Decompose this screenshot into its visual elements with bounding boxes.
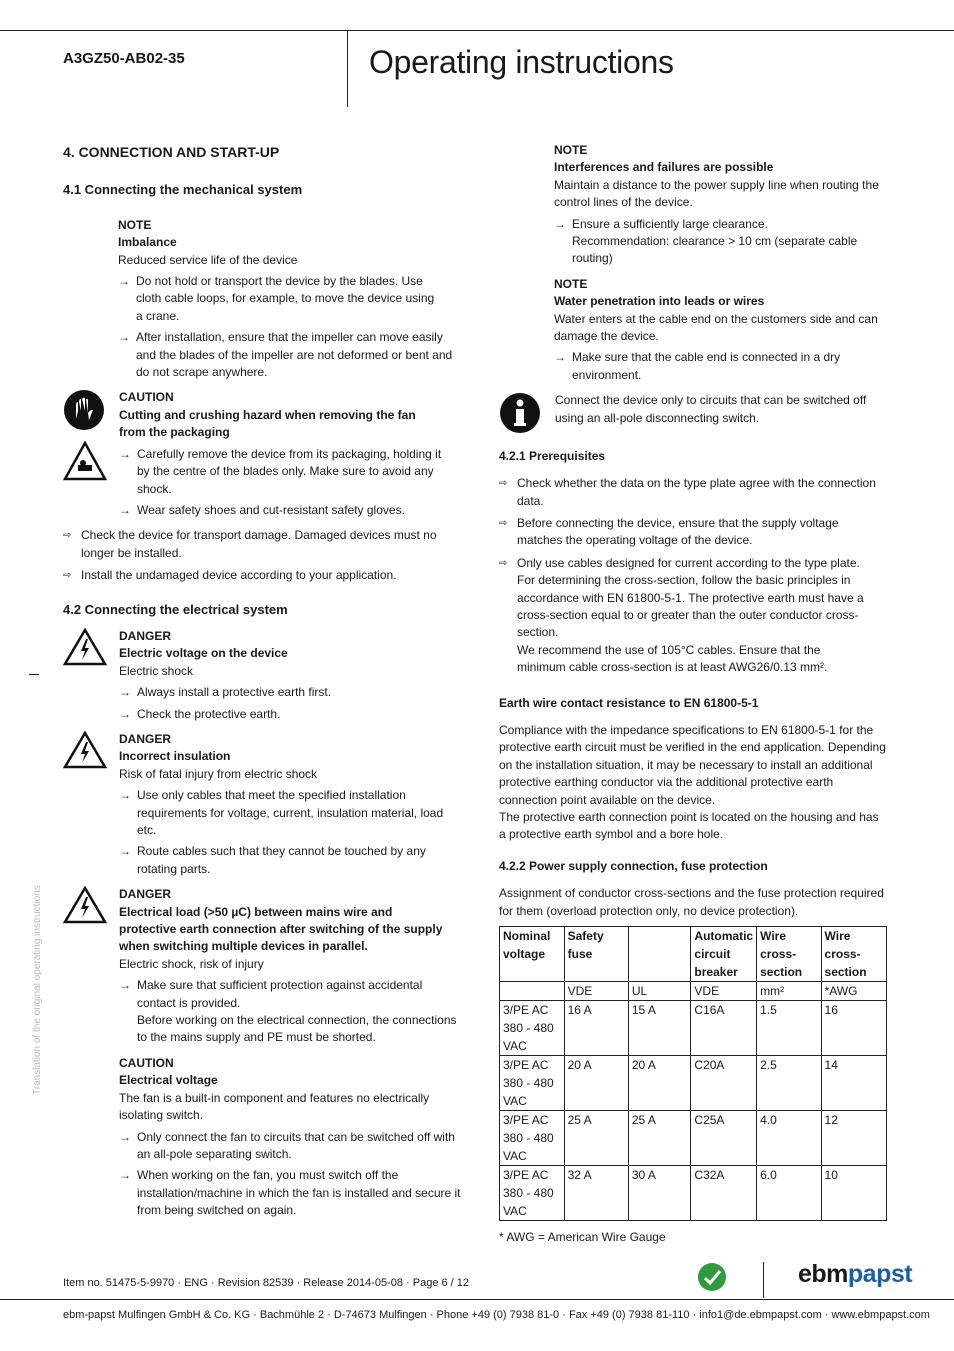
danger-body — [119, 628, 331, 723]
list-item-text — [517, 555, 867, 677]
note-label: NOTE — [554, 276, 588, 291]
table-row — [500, 1056, 887, 1111]
danger-text: Electric shock, risk of injury — [119, 956, 264, 971]
note-text: Water enters at the cable end on the customers side and can damage the device. — [554, 311, 878, 344]
top-rule — [0, 30, 954, 31]
table-units-row — [500, 982, 887, 1001]
danger-insulation — [63, 731, 463, 878]
instruction-text: Do not hold or transport the device by the blades. Use cloth cable loops, for example, to move the device using a crane. — [136, 274, 435, 323]
danger-body — [119, 731, 463, 878]
subsection-heading: 4.2 Connecting the electrical system — [63, 601, 288, 617]
table-row — [500, 1001, 887, 1056]
danger-title: Electrical load (>50 µC) between mains wire and protective earth connection after switching of the supply when switching multiple devices in parallel. — [119, 904, 443, 954]
arrow-icon: → — [119, 1129, 131, 1144]
instruction — [554, 216, 889, 268]
instruction — [119, 1129, 463, 1164]
table-cell: 30 A — [628, 1166, 691, 1221]
subsection-heading: 4.2.1 Prerequisites — [499, 448, 606, 463]
danger-electrical-load — [63, 886, 463, 1219]
instruction — [119, 502, 463, 519]
table-cell: 3/PE AC 380 - 480 VAC — [500, 1001, 565, 1056]
high-voltage-icon — [63, 628, 107, 666]
note-title: Interferences and failures are possible — [554, 160, 774, 175]
table-cell: 16 A — [564, 1001, 628, 1056]
table-cell: 3/PE AC 380 - 480 VAC — [500, 1056, 565, 1111]
instruction-text: After installation, ensure that the impeller can move easily and the blades of the impeller are not deformed or bent and do not scrape anywhere. — [136, 330, 453, 380]
ebmpapst-logo — [798, 1260, 912, 1289]
table-cell — [500, 982, 565, 1001]
list-item — [499, 555, 889, 677]
instruction-line: Recommendation: clearance > 10 cm (separate cable routing) — [572, 234, 858, 266]
table-cell: 10 — [821, 1166, 886, 1221]
arrow-icon: → — [119, 788, 131, 803]
table-header-cell: Nominal voltage — [500, 927, 565, 982]
table-cell: C16A — [691, 1001, 757, 1056]
gloves-icon — [63, 389, 105, 431]
table-header-cell: Safety fuse — [564, 927, 628, 982]
table-row — [500, 1166, 887, 1221]
table-cell: 16 — [821, 1001, 886, 1056]
arrow-icon: → — [118, 330, 130, 345]
arrow-icon: → — [119, 978, 131, 993]
list-line: For determining the cross-section, follow the basic principles in accordance with EN 61800-5-1. The protective earth must have a cross-section equal to or greater than the outer conductor cross-section. — [517, 573, 864, 640]
table-cell: 6.0 — [757, 1166, 821, 1221]
instruction-text: Only connect the fan to circuits that can be switched off with an all-pole separating switch. — [137, 1129, 455, 1161]
instruction-text: Wear safety shoes and cut-resistant safety gloves. — [137, 502, 405, 517]
caution-label: CAUTION — [119, 1055, 174, 1070]
list-item — [63, 567, 463, 584]
note-title: Water penetration into leads or wires — [554, 294, 765, 309]
danger-label: DANGER — [119, 731, 172, 746]
fuse-table — [499, 926, 887, 1221]
arrow-icon: → — [119, 502, 131, 517]
arrow-icon: → — [119, 685, 131, 700]
icon-cell — [63, 886, 119, 1219]
table-cell: 25 A — [564, 1111, 628, 1166]
table-cell: 3/PE AC 380 - 480 VAC — [500, 1166, 565, 1221]
green-tech-badge-icon — [697, 1262, 727, 1292]
list-item-text: Install the undamaged device according to your application. — [81, 568, 397, 583]
instruction — [119, 684, 331, 701]
arrow-icon: → — [119, 844, 131, 859]
arrow-icon: → — [119, 446, 131, 461]
item-info: Item no. 51475-5-9970 · ENG · Revision 82539 · Release 2014-05-08 · Page 6 / 12 — [63, 1277, 470, 1289]
list-line: We recommend the use of 105°C cables. Ensure that the minimum cable cross-section is at least AWG26/0.13 mm². — [517, 642, 828, 675]
info-box — [499, 392, 889, 439]
high-voltage-icon — [63, 731, 107, 769]
table-cell: 15 A — [628, 1001, 691, 1056]
arrow-bullet-icon: ⇨ — [499, 478, 508, 490]
side-note: Translation of the original operating instructions — [32, 885, 43, 1095]
instruction — [118, 329, 463, 381]
warning-icons — [63, 389, 119, 519]
fuse-text: Assignment of conductor cross-sections and the fuse protection required for them (overload protection only, no device protection). — [499, 886, 884, 918]
instruction-text: Always install a protective earth first. — [137, 685, 332, 700]
page-title: Operating instructions — [369, 44, 674, 80]
caution-title: Cutting and crushing hazard when removing the fan from the packaging — [119, 407, 416, 440]
arrow-bullet-icon: ⇨ — [499, 517, 508, 529]
table-cell: 3/PE AC 380 - 480 VAC — [500, 1111, 565, 1166]
table-cell: 1.5 — [757, 1001, 821, 1056]
arrow-bullet-icon: ⇨ — [63, 570, 72, 582]
table-cell: C20A — [691, 1056, 757, 1111]
caution-body — [119, 389, 463, 519]
instruction — [554, 349, 889, 384]
note-text: Reduced service life of the device — [118, 252, 298, 267]
list-item — [63, 527, 463, 562]
header-divider — [347, 30, 348, 107]
table-cell: 32 A — [564, 1166, 628, 1221]
caution-text: The fan is a built-in component and features no electrically isolating switch. — [119, 1090, 430, 1123]
list-line: Only use cables designed for current according to the type plate. — [517, 555, 860, 570]
table-header-cell: Wire cross-section — [757, 927, 821, 982]
table-cell: 20 A — [628, 1056, 691, 1111]
table-cell: VDE — [564, 982, 628, 1001]
danger-title: Electric voltage on the device — [119, 646, 288, 661]
awg-footnote: * AWG = American Wire Gauge — [499, 1230, 666, 1245]
table-cell: C32A — [691, 1166, 757, 1221]
note-interference — [554, 142, 889, 268]
high-voltage-icon — [63, 886, 107, 924]
model-number: A3GZ50-AB02-35 — [63, 50, 185, 67]
instruction-text: Make sure that the cable end is connected in a dry environment. — [572, 350, 841, 382]
instruction-text: Use only cables that meet the specified installation requirements for voltage, current, insulation material, load etc. — [137, 788, 444, 837]
left-column — [63, 144, 463, 1228]
instruction — [119, 977, 463, 1047]
earth-text: Compliance with the impedance specifications to EN 61800-5-1 for the protective earth circuit must be verified in the end application. Depending on the installation situation, it may be necessary to install an additional protective earthing conductor via the additional protective earth connection point available on the device. — [499, 722, 886, 807]
icon-cell — [63, 628, 119, 723]
danger-title: Incorrect insulation — [119, 749, 231, 764]
table-cell: 14 — [821, 1056, 886, 1111]
instruction — [119, 1167, 463, 1219]
margin-mark — [29, 674, 39, 675]
instruction-text — [572, 216, 872, 268]
earth-text-2: The protective earth connection point is located on the housing and has a protective earth symbol and a bore hole. — [499, 810, 879, 842]
icon-cell — [63, 731, 119, 878]
list-item — [499, 515, 889, 550]
danger-body — [119, 886, 463, 1219]
table-cell: *AWG — [821, 982, 886, 1001]
subsection-heading: 4.2.2 Power supply connection, fuse protection — [499, 858, 768, 873]
instruction-text: Route cables such that they cannot be touched by any rotating parts. — [137, 844, 426, 876]
instruction-text: When working on the fan, you must switch off the installation/machine in which the fan is installed and secure it from being switched on again. — [137, 1168, 461, 1218]
table-cell: 2.5 — [757, 1056, 821, 1111]
table-cell: UL — [628, 982, 691, 1001]
arrow-icon: → — [118, 274, 130, 289]
right-column — [499, 142, 889, 1246]
arrow-icon: → — [554, 216, 566, 231]
note-text: Maintain a distance to the power supply line when routing the control lines of the device. — [554, 177, 879, 210]
instruction — [118, 273, 463, 325]
logo-part: papst — [847, 1260, 913, 1288]
danger-label: DANGER — [119, 887, 172, 902]
subsection-heading: 4.1 Connecting the mechanical system — [63, 182, 303, 198]
instruction-line: Before working on the electrical connection, the connections to the mains supply and PE must be shorted. — [137, 1013, 457, 1045]
crush-hazard-icon — [63, 441, 107, 481]
table-header-cell — [628, 927, 691, 982]
list-item-text: Before connecting the device, ensure that the supply voltage matches the operating voltage of the device. — [517, 515, 839, 548]
arrow-bullet-icon: ⇨ — [63, 530, 72, 542]
instruction-text: Carefully remove the device from its packaging, holding it by the centre of the blades only. Make sure to avoid any shock. — [137, 446, 442, 496]
table-header-cell: Automatic circuit breaker — [691, 927, 757, 982]
danger-text: Risk of fatal injury from electric shock — [119, 766, 318, 781]
table-cell: 25 A — [628, 1111, 691, 1166]
footer-rule — [0, 1299, 954, 1300]
danger-label: DANGER — [119, 628, 172, 643]
danger-voltage — [63, 628, 463, 723]
note-label: NOTE — [118, 217, 152, 232]
arrow-bullet-icon: ⇨ — [499, 557, 508, 569]
instruction-text — [137, 977, 463, 1047]
caution-packaging — [63, 389, 463, 519]
note-water — [554, 276, 889, 384]
arrow-icon: → — [119, 1168, 131, 1183]
section-heading: 4. CONNECTION AND START-UP — [63, 144, 280, 160]
instruction-text: Check the protective earth. — [137, 706, 281, 721]
table-cell: mm² — [757, 982, 821, 1001]
info-text: Connect the device only to circuits that can be switched off using an all-pole disconnecting switch. — [555, 393, 867, 425]
instruction — [119, 446, 463, 498]
logo-part: ebm — [798, 1260, 848, 1288]
table-cell: 4.0 — [757, 1111, 821, 1166]
list-item-text: Check whether the data on the type plate agree with the connection data. — [517, 476, 876, 508]
company-info: ebm-papst Mulfingen GmbH & Co. KG · Bachmühle 2 · D-74673 Mulfingen · Phone +49 (0) 7938 81-0 · Fax +49 (0) 7938 81-110 · info1@de.ebmpapst.com · www.ebmpapst.com — [63, 1309, 930, 1321]
instruction-line: Ensure a sufficiently large clearance. — [572, 216, 768, 231]
instruction — [119, 843, 463, 878]
instruction-line: Make sure that sufficient protection against accidental contact is provided. — [137, 978, 423, 1010]
table-cell: VDE — [691, 982, 757, 1001]
instruction — [119, 787, 463, 839]
arrow-icon: → — [554, 350, 566, 365]
note-title: Imbalance — [118, 235, 177, 250]
arrow-icon: → — [119, 706, 131, 721]
info-icon — [499, 392, 541, 434]
earth-heading: Earth wire contact resistance to EN 61800-5-1 — [499, 695, 759, 710]
list-item-text: Check the device for transport damage. Damaged devices must no longer be installed. — [81, 528, 437, 560]
note-imbalance — [118, 217, 463, 382]
table-header-cell: Wire cross-section — [821, 927, 886, 982]
caution-label: CAUTION — [119, 390, 174, 405]
instruction — [119, 706, 331, 723]
table-row — [500, 1111, 887, 1166]
table-header-row — [500, 927, 887, 982]
note-label: NOTE — [554, 143, 588, 157]
table-cell: 12 — [821, 1111, 886, 1166]
icon-cell — [499, 392, 555, 439]
table-cell: C25A — [691, 1111, 757, 1166]
footer-divider — [763, 1262, 764, 1298]
table-cell: 20 A — [564, 1056, 628, 1111]
list-item — [499, 475, 889, 510]
caution-title: Electrical voltage — [119, 1073, 218, 1088]
danger-text: Electric shock — [119, 663, 194, 678]
